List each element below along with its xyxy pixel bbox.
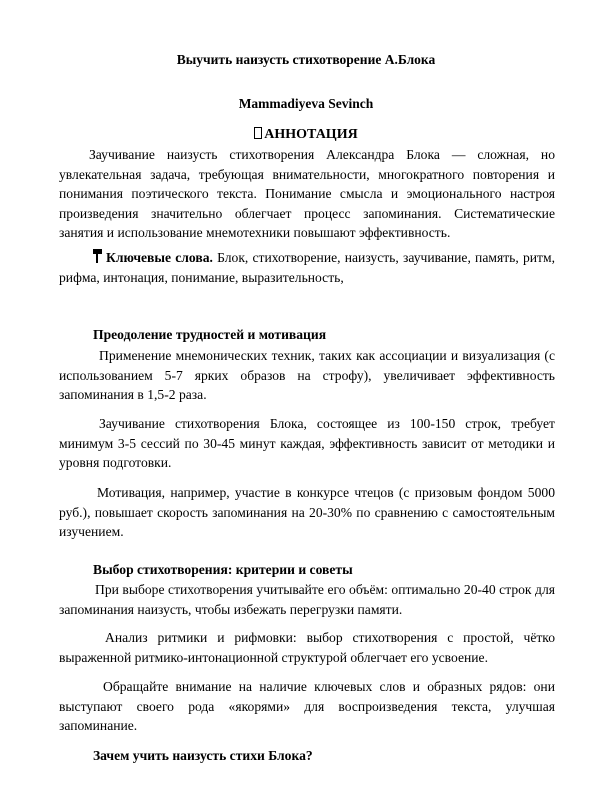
annotation-paragraph: Заучивание наизусть стихотворения Александра Блока — сложная, но увлекательная задача, требующая внимательности, многократного повторения и понимания поэтического текста. Понимание смысла и эмоционального настроя произведения значительно облегчает процесс запоминания. Систематические занятия и использование мнемотехники повышают эффективность. [59,147,555,240]
section-heading-why: Зачем учить наизусть стихи Блока? [93,748,313,763]
section2-paragraph-2: Анализ ритмики и рифмовки: выбор стихотворения с простой, чётко выраженной ритмико-интонационной структурой облегчает его усвоение. [59,630,555,665]
keywords-paragraph [59,248,555,287]
section1-paragraph-3: Мотивация, например, участие в конкурсе чтецов (с призовым фондом 5000 руб.), повышает скорость запоминания на 20-30% по сравнению с самостоятельным изучением. [59,485,555,539]
section-heading-difficulties: Преодоление трудностей и мотивация [93,327,327,342]
annotation-heading [0,127,612,143]
section1-paragraph-1: Применение мнемонических техник, таких как ассоциации и визуализация (с использованием 5-7 ярких образов на строфу), увеличивает эффективность запоминания в 1,5-2 раза. [59,348,555,402]
author-name: Mammadiyeva Sevinch [238,96,374,111]
keywords-label: Ключевые слова. [106,250,213,265]
section2-paragraph-3: Обращайте внимание на наличие ключевых слов и образных рядов: они выступают своего рода «якорями» для воспроизведения текста, улучшая запоминание. [59,679,555,733]
flag-icon [93,249,103,263]
keywords-text: Блок, стихотворение, наизусть, заучивание, память, ритм, рифма, интонация, понимание, выразительность, [59,250,555,285]
section2-paragraph-1: При выборе стихотворения учитывайте его объём: оптимально 20-40 строк для запоминания наизусть, чтобы избежать перегрузки памяти. [59,582,555,617]
checkbox-glyph-icon [254,127,262,139]
section-heading-choice: Выбор стихотворения: критерии и советы [93,562,353,577]
annotation-heading-text: АННОТАЦИЯ [264,127,358,142]
document-title: Выучить наизусть стихотворение А.Блока [176,52,436,67]
section1-paragraph-2: Заучивание стихотворения Блока, состоящее из 100-150 строк, требует минимум 3-5 сессий по 30-45 минут каждая, эффективность зависит от методики и уровня подготовки. [59,416,555,470]
